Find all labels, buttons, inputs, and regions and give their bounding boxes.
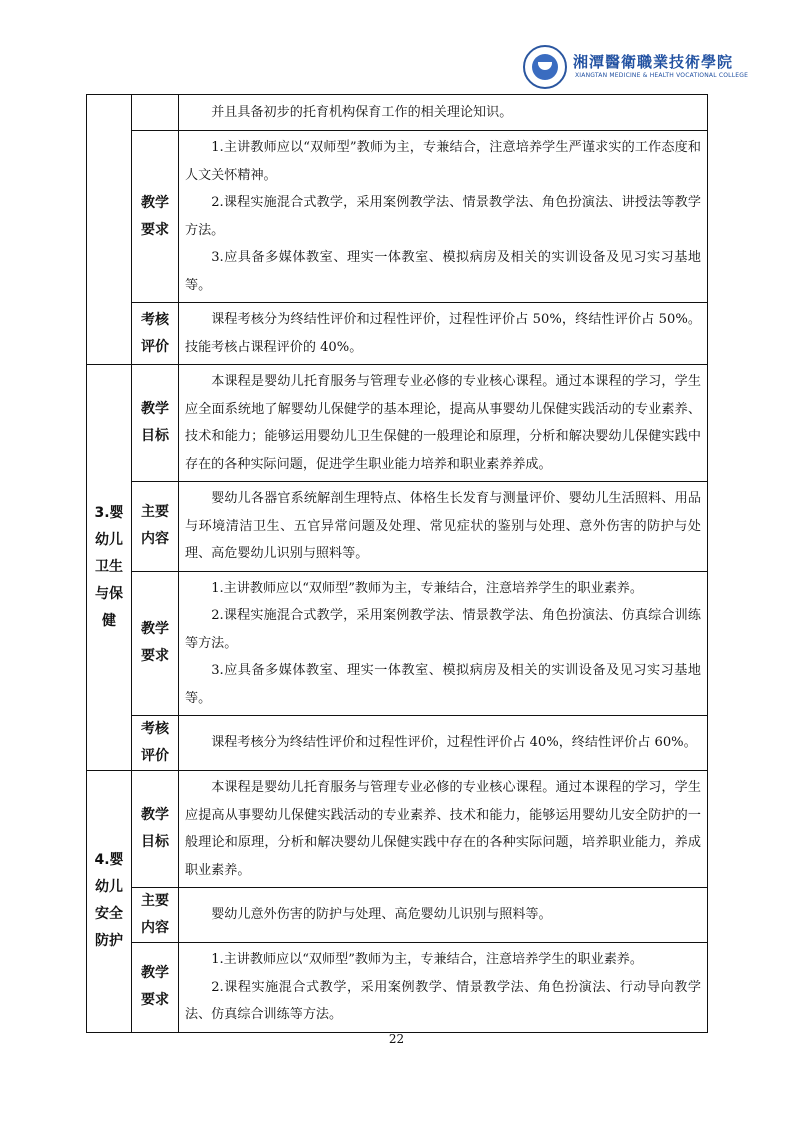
label-cell-empty <box>132 95 179 131</box>
college-emblem-icon <box>523 45 567 89</box>
college-name-en: XIANGTAN MEDICINE & HEALTH VOCATIONAL COLLEGE <box>575 72 749 79</box>
objective-tail: 并且具备初步的托育机构保育工作的相关理论知识。 <box>179 95 708 131</box>
list-item: 2.课程实施混合式教学，采用案例教学法、情景教学法、角色扮演法、讲授法等教学方法。 <box>185 195 701 238</box>
list-item: 3.应具备多媒体教室、理实一体教室、模拟病房及相关的实训设备及见习实习基地等。 <box>185 250 701 293</box>
content-text: 婴幼儿各器官系统解剖生理特点、体格生长发育与测量评价、婴幼儿生活照料、用品与环境清洁卫生、五官异常问题及处理、常见症状的鉴别与处理、意外伤害的防护与处理、高危婴幼儿识别与照料等。 <box>179 482 708 572</box>
assessment-label: 考核评价 <box>132 716 179 771</box>
requirements-label: 教学要求 <box>132 571 179 716</box>
requirements-text <box>179 943 708 1033</box>
table-row <box>87 131 708 303</box>
requirements-label: 教学要求 <box>132 131 179 303</box>
assessment-label: 考核评价 <box>132 303 179 365</box>
requirements-label: 教学要求 <box>132 943 179 1033</box>
list-item: 3.应具备多媒体教室、理实一体教室、模拟病房及相关的实训设备及见习实习基地等。 <box>185 663 701 706</box>
content-text: 婴幼儿意外伤害的防护与处理、高危婴幼儿识别与照料等。 <box>179 888 708 943</box>
table-row <box>87 771 708 888</box>
content-label: 主要内容 <box>132 482 179 572</box>
list-item: 1.主讲教师应以“双师型”教师为主，专兼结合，注意培养学生的职业素养。 <box>211 580 643 596</box>
college-name: 湘潭醫衛職業技術學院 <box>573 53 734 71</box>
objective-label: 教学目标 <box>132 771 179 888</box>
list-item: 2.课程实施混合式教学，采用案例教学法、情景教学法、角色扮演法、仿真综合训练等方法。 <box>185 608 701 651</box>
table-row <box>87 571 708 716</box>
table-row <box>87 943 708 1033</box>
objective-text: 本课程是婴幼儿托育服务与管理专业必修的专业核心课程。通过本课程的学习，学生应提高从事婴幼儿保健实践活动的专业素养、技术和能力，能够运用婴幼儿安全防护的一般理论和原理，分析和解决婴幼儿保健实践中存在的各种实际问题，培养职业能力，养成职业素养。 <box>179 771 708 888</box>
requirements-text <box>179 131 708 303</box>
course-name: 4.婴幼儿安全防护 <box>87 771 132 1033</box>
assessment-text: 课程考核分为终结性评价和过程性评价，过程性评价占 40%，终结性评价占 60%。 <box>179 716 708 771</box>
course-name-cell-empty <box>87 95 132 365</box>
objective-text: 本课程是婴幼儿托育服务与管理专业必修的专业核心课程。通过本课程的学习，学生应全面系统地了解婴幼儿保健学的基本理论，提高从事婴幼儿保健实践活动的专业素养、技术和能力；能够运用婴幼儿卫生保健的一般理论和原理，分析和解决婴幼儿保健实践中存在的各种实际问题，促进学生职业能力培养和职业素养养成。 <box>179 365 708 482</box>
list-item: 1.主讲教师应以“双师型”教师为主，专兼结合，注意培养学生的职业素养。 <box>211 952 643 967</box>
requirements-text <box>179 571 708 716</box>
table-row <box>87 365 708 482</box>
table-row <box>87 482 708 572</box>
content-label: 主要内容 <box>132 888 179 943</box>
page-number: 22 <box>388 1032 405 1046</box>
table-row <box>87 888 708 943</box>
table-row <box>87 716 708 771</box>
list-item: 2.课程实施混合式教学，采用案例教学、情景教学法、角色扮演法、行动导向教学法、仿真综合训练等方法。 <box>185 979 701 1022</box>
table-row <box>87 303 708 365</box>
college-logo <box>523 42 749 92</box>
assessment-text: 课程考核分为终结性评价和过程性评价，过程性评价占 50%，终结性评价占 50%。技能考核占课程评价的 40%。 <box>179 303 708 365</box>
course-table <box>86 94 708 1033</box>
list-item: 1.主讲教师应以“双师型”教师为主，专兼结合，注意培养学生严谨求实的工作态度和人文关怀精神。 <box>185 140 701 183</box>
objective-label: 教学目标 <box>132 365 179 482</box>
course-name: 3.婴幼儿卫生与保健 <box>87 365 132 771</box>
table-row <box>87 95 708 131</box>
